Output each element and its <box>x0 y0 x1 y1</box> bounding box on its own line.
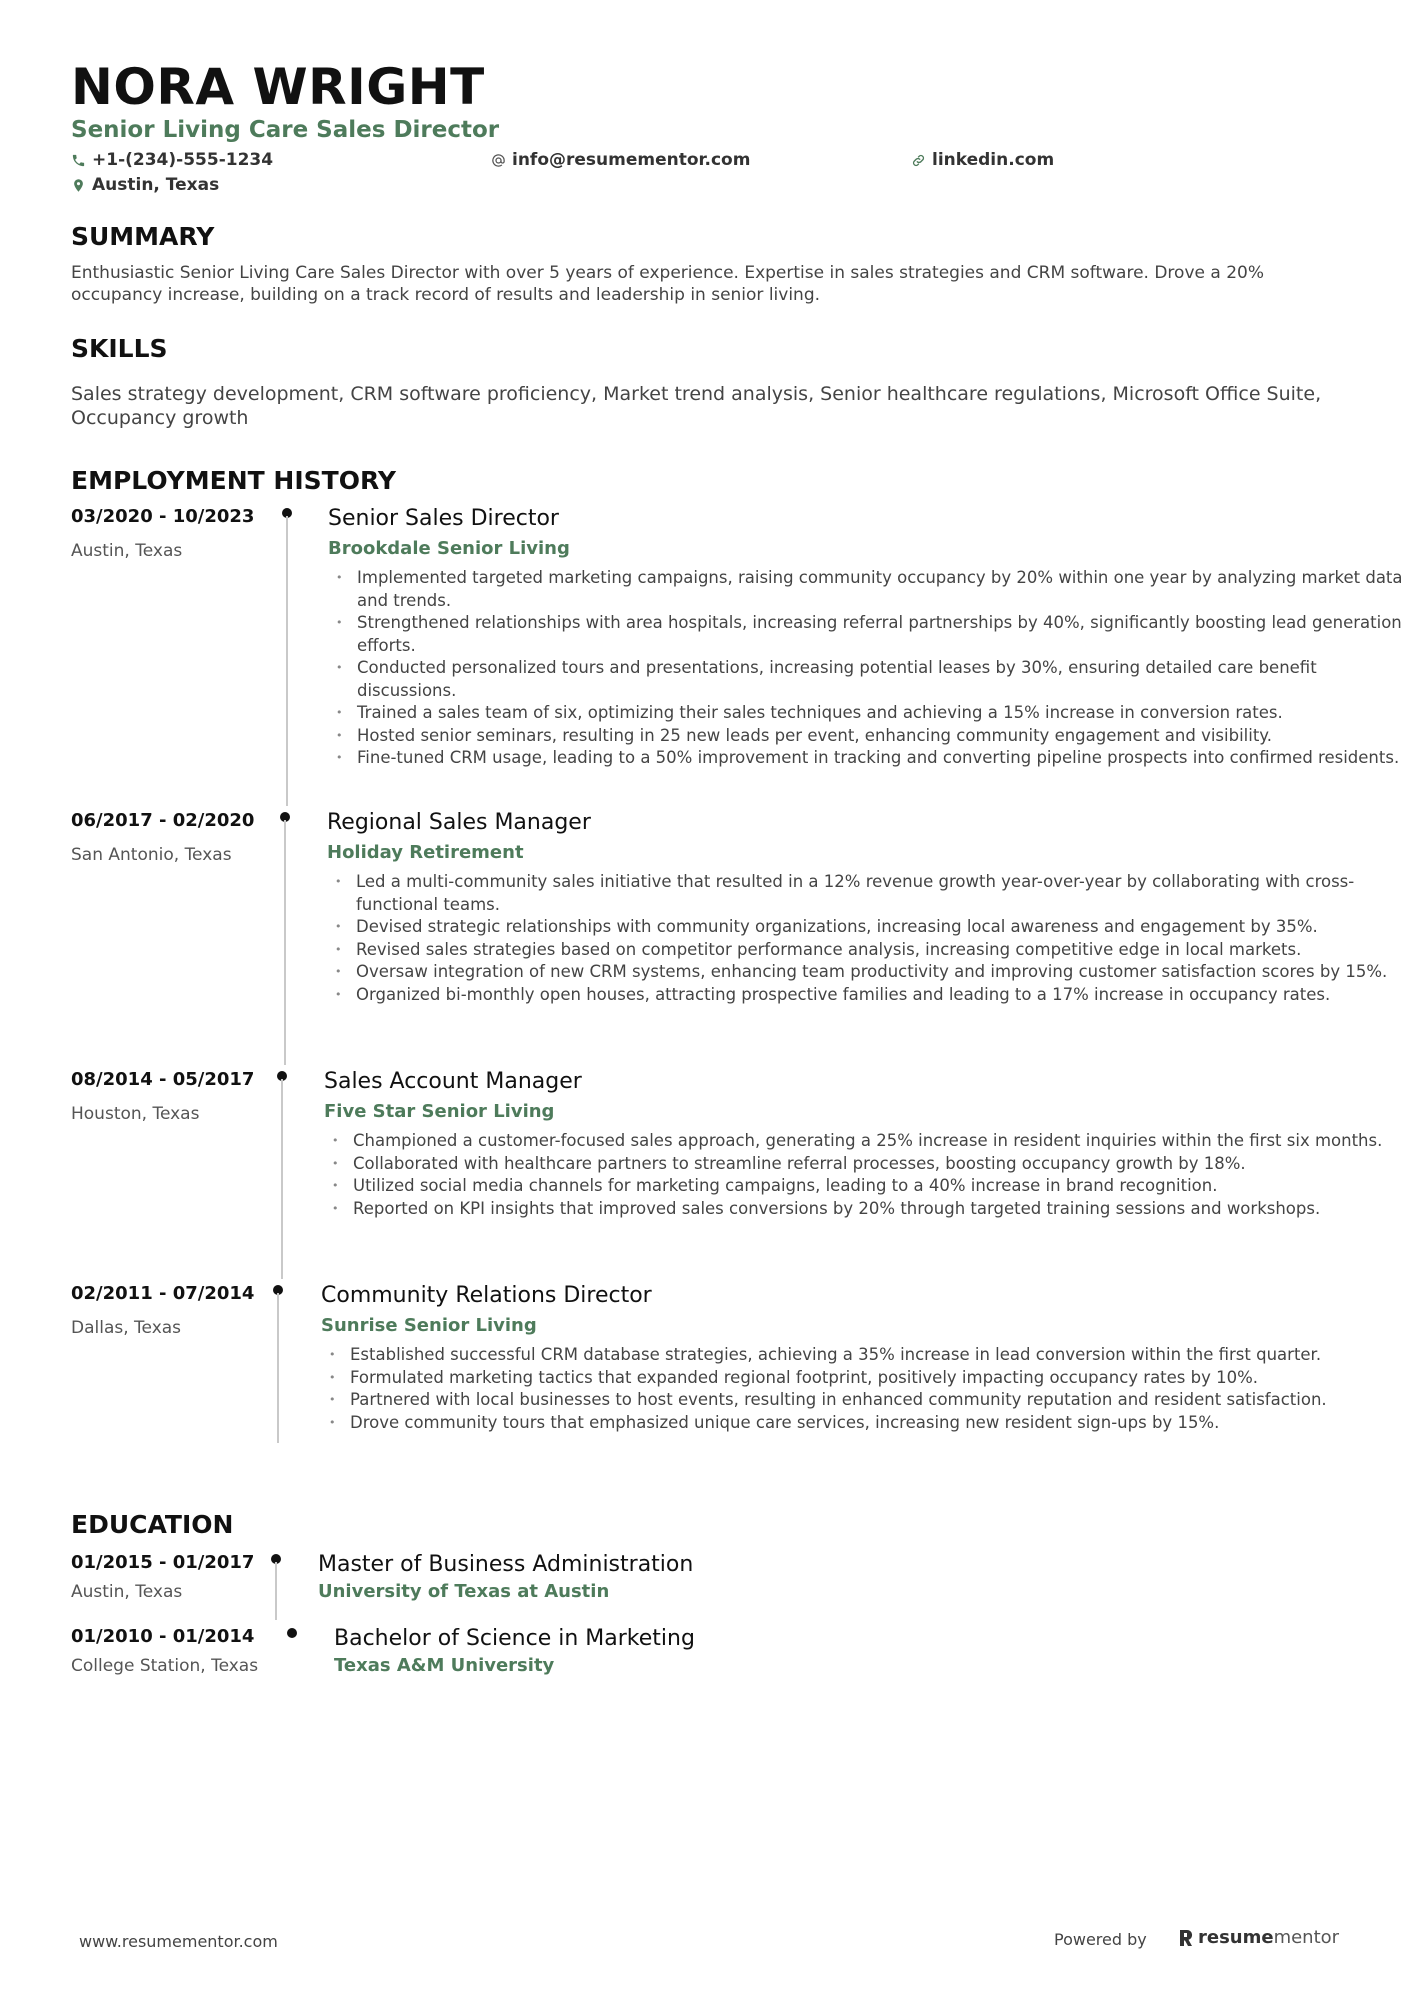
candidate-title: Senior Living Care Sales Director <box>71 117 500 143</box>
job-bullet: • Oversaw integration of new CRM systems, enhancing team productivity and improving customer satisfaction scores by 15%. <box>327 961 1410 984</box>
job-bullet: • Championed a customer-focused sales approach, generating a 25% increase in resident inquiries within the first six months. <box>324 1130 1410 1153</box>
footer-website[interactable]: www.resumementor.com <box>79 1932 278 1951</box>
timeline-line <box>286 516 288 806</box>
skills-heading: SKILLS <box>71 334 168 363</box>
job-bullet: • Utilized social media channels for marketing campaigns, leading to a 40% increase in brand recognition. <box>324 1175 1410 1198</box>
job-location: Dallas, Texas <box>71 1318 182 1338</box>
job-title: Senior Sales Director <box>328 506 559 531</box>
education-school: University of Texas at Austin <box>318 1581 610 1602</box>
employment-heading: EMPLOYMENT HISTORY <box>71 466 396 495</box>
education-school: Texas A&M University <box>334 1655 555 1676</box>
phone-text: +1-(234)-555-1234 <box>92 150 274 170</box>
education-content <box>318 1552 693 1602</box>
education-degree: Master of Business Administration <box>318 1552 694 1577</box>
job-title: Sales Account Manager <box>324 1069 582 1094</box>
job-location: San Antonio, Texas <box>71 845 232 865</box>
job-title: Regional Sales Manager <box>327 810 591 835</box>
link-icon <box>911 153 926 168</box>
contact-phone <box>71 150 273 170</box>
brand-bold: resume <box>1198 1927 1274 1948</box>
education-location: College Station, Texas <box>71 1656 259 1676</box>
job-bullet: • Established successful CRM database strategies, achieving a 35% increase in lead conversion within the first quarter. <box>321 1344 1410 1367</box>
footer-powered-by: Powered by <box>1054 1930 1147 1949</box>
summary-heading: SUMMARY <box>71 222 215 251</box>
location-pin-icon <box>71 178 86 193</box>
job-bullets <box>327 871 1410 1006</box>
job-location: Houston, Texas <box>71 1104 200 1124</box>
job-content <box>321 1283 1410 1434</box>
contact-location <box>71 175 219 195</box>
contact-linkedin <box>911 150 1054 170</box>
job-bullet: • Formulated marketing tactics that expanded regional footprint, positively impacting occupancy rates by 10%. <box>321 1367 1410 1390</box>
job-bullet: • Collaborated with healthcare partners to streamline referral processes, boosting occupancy growth by 18%. <box>324 1153 1410 1176</box>
job-content <box>327 810 1410 1006</box>
job-bullet: • Hosted senior seminars, resulting in 25 new leads per event, enhancing community engagement and visibility. <box>328 725 1410 748</box>
job-dates: 02/2011 - 07/2014 <box>71 1283 255 1304</box>
at-icon <box>491 153 506 168</box>
job-company: Five Star Senior Living <box>324 1101 555 1122</box>
job-bullet: • Revised sales strategies based on competitor performance analysis, increasing competitive edge in local markets. <box>327 939 1410 962</box>
footer-brand[interactable] <box>1178 1927 1339 1948</box>
job-bullets <box>328 567 1410 770</box>
candidate-name: NORA WRIGHT <box>71 58 485 116</box>
timeline-line <box>277 1293 279 1443</box>
timeline-line <box>281 1079 283 1279</box>
timeline-line <box>275 1562 277 1620</box>
education-heading: EDUCATION <box>71 1510 234 1539</box>
skills-text: Sales strategy development, CRM software proficiency, Market trend analysis, Senior healthcare regulations, Microsoft Office Suite, Occupancy growth <box>71 383 1322 429</box>
job-bullets <box>324 1130 1410 1220</box>
education-dates: 01/2010 - 01/2014 <box>71 1626 255 1647</box>
job-bullet: • Drove community tours that emphasized unique care services, increasing new resident sign-ups by 15%. <box>321 1412 1410 1435</box>
job-dates: 08/2014 - 05/2017 <box>71 1069 255 1090</box>
education-content <box>334 1626 695 1676</box>
contact-email <box>491 150 750 170</box>
linkedin-text: linkedin.com <box>932 150 1055 170</box>
job-bullet: • Strengthened relationships with area hospitals, increasing referral partnerships by 40%, significantly boosting lead generation efforts. <box>328 612 1410 657</box>
phone-icon <box>71 153 86 168</box>
job-bullet: • Partnered with local businesses to host events, resulting in enhanced community reputation and resident satisfaction. <box>321 1389 1410 1412</box>
education-degree: Bachelor of Science in Marketing <box>334 1626 695 1651</box>
job-company: Holiday Retirement <box>327 842 524 863</box>
education-dates: 01/2015 - 01/2017 <box>71 1552 255 1573</box>
job-bullet: • Devised strategic relationships with community organizations, increasing local awareness and engagement by 35%. <box>327 916 1410 939</box>
education-location: Austin, Texas <box>71 1582 183 1602</box>
location-text: Austin, Texas <box>92 175 220 195</box>
job-bullet: • Conducted personalized tours and presentations, increasing potential leases by 30%, ensuring detailed care benefit discussions. <box>328 657 1410 702</box>
job-company: Sunrise Senior Living <box>321 1315 537 1336</box>
timeline-line <box>284 820 286 1065</box>
brand-light: mentor <box>1273 1927 1340 1948</box>
job-bullet: • Led a multi-community sales initiative that resulted in a 12% revenue growth year-over-year by collaborating with cross-functional teams. <box>327 871 1410 916</box>
job-bullet: • Reported on KPI insights that improved sales conversions by 20% through targeted training sessions and workshops. <box>324 1198 1410 1221</box>
job-title: Community Relations Director <box>321 1283 652 1308</box>
job-dates: 03/2020 - 10/2023 <box>71 506 255 527</box>
job-bullet: • Fine-tuned CRM usage, leading to a 50% improvement in tracking and converting pipeline prospects into confirmed residents. <box>328 747 1410 770</box>
job-bullet: • Implemented targeted marketing campaigns, raising community occupancy by 20% within one year by analyzing market data and trends. <box>328 567 1410 612</box>
job-company: Brookdale Senior Living <box>328 538 570 559</box>
job-dates: 06/2017 - 02/2020 <box>71 810 255 831</box>
job-location: Austin, Texas <box>71 541 183 561</box>
job-bullets <box>321 1344 1410 1434</box>
email-text: info@resumementor.com <box>512 150 751 170</box>
resumementor-logo-icon <box>1178 1928 1194 1948</box>
job-content <box>324 1069 1410 1220</box>
summary-text: Enthusiastic Senior Living Care Sales Director with over 5 years of experience. Expertise in sales strategies and CRM software. Drove a 20% occupancy increase, building on a track record of results and leadership in senior living. <box>71 263 1264 305</box>
job-bullet: • Trained a sales team of six, optimizing their sales techniques and achieving a 15% increase in conversion rates. <box>328 702 1410 725</box>
timeline-dot <box>287 1628 297 1638</box>
job-bullet: • Organized bi-monthly open houses, attracting prospective families and leading to a 17% increase in occupancy rates. <box>327 984 1410 1007</box>
job-content <box>328 506 1410 770</box>
